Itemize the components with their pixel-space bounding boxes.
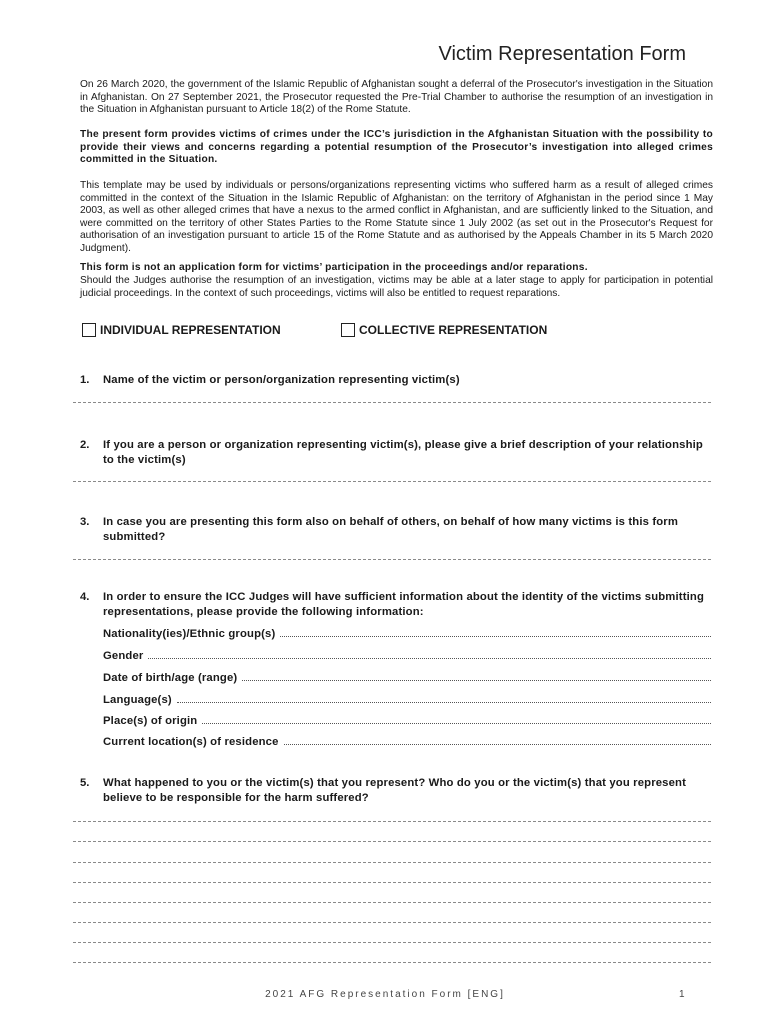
answer-line-q5[interactable]	[73, 962, 711, 963]
answer-line-q5[interactable]	[73, 821, 711, 822]
individual-checkbox[interactable]	[82, 323, 96, 337]
question-1	[80, 373, 713, 388]
question-text: In order to ensure the ICC Judges will have sufficient information about the identity of the victims submitting representations, please provide the following information:	[103, 591, 705, 618]
current-location-input[interactable]	[284, 744, 711, 745]
answer-line-q5[interactable]	[73, 922, 711, 923]
field-nationality	[103, 625, 711, 640]
answer-line-q5[interactable]	[73, 942, 711, 943]
field-label: Language(s)	[103, 694, 172, 706]
answer-line-q5[interactable]	[73, 841, 711, 842]
answer-line-q3[interactable]	[73, 559, 711, 560]
question-text: If you are a person or organization representing victim(s), please give a brief description of your relationship to the victim(s)	[103, 439, 703, 466]
place-of-origin-input[interactable]	[202, 723, 711, 724]
question-text: In case you are presenting this form also on behalf of others, on behalf of how many victims is this form submitted?	[103, 516, 679, 543]
question-number: 5.	[80, 777, 90, 789]
question-2	[80, 438, 713, 467]
languages-input[interactable]	[177, 702, 711, 703]
question-5	[80, 776, 713, 805]
answer-line-q5[interactable]	[73, 882, 711, 883]
question-3	[80, 515, 713, 544]
field-label: Date of birth/age (range)	[103, 672, 238, 684]
answer-line-q2[interactable]	[73, 481, 711, 482]
field-current-location	[103, 733, 711, 748]
question-text: Name of the victim or person/organization representing victim(s)	[103, 374, 460, 386]
answer-line-q5[interactable]	[73, 902, 711, 903]
field-label: Gender	[103, 650, 144, 662]
answer-line-q1[interactable]	[73, 402, 711, 403]
intro-paragraph-5: Should the Judges authorise the resumption of an investigation, victims may be able at a later stage to apply for participation in potential judicial proceedings. In the context of such proceedings, victims will also be entitled to request reparations.	[80, 275, 713, 299]
field-label: Nationality(ies)/Ethnic group(s)	[103, 628, 276, 640]
answer-line-q5[interactable]	[73, 862, 711, 863]
page-number: 1	[679, 989, 685, 1000]
individual-label: INDIVIDUAL REPRESENTATION	[100, 323, 281, 337]
gender-input[interactable]	[148, 658, 711, 659]
page-title: Victim Representation Form	[438, 43, 686, 65]
individual-representation-option[interactable]	[82, 323, 281, 337]
question-4	[80, 590, 713, 619]
field-label: Place(s) of origin	[103, 715, 198, 727]
intro-paragraph-3: This template may be used by individuals or persons/organizations representing victims who suffered harm as a result of alleged crimes committed in the context of the Situation in the Islamic Republic of Afghanistan: on the territory of Afghanistan in the period since 1 May 2003, as well as other alleged crimes that have a nexus to the armed conflict in Afghanistan, and are sufficiently linked to the Situation, and were committed on the territory of other States Parties to the Rome Statute since 1 July 2002 (as set out in the Prosecutor's Request for authorisation of an investigation pursuant to article 15 of the Rome Statute and as authorised by the Appeals Chamber in its 5 March 2020 Judgment).	[80, 180, 713, 254]
intro-paragraph-1: On 26 March 2020, the government of the Islamic Republic of Afghanistan sought a deferral of the Prosecutor's investigation in the Situation in Afghanistan. On 27 September 2021, the Prosecutor requested the Pre-Trial Chamber to authorise the resumption of an investigation in the Situation in Afghanistan pursuant to Article 18(2) of the Rome Statute.	[80, 79, 713, 116]
question-number: 2.	[80, 439, 90, 451]
page-footer: 2021 AFG Representation Form [ENG]	[265, 989, 505, 1000]
question-number: 4.	[80, 591, 90, 603]
question-text: What happened to you or the victim(s) that you represent? Who do you or the victim(s) that you represent believe to be responsible for the harm suffered?	[103, 777, 687, 804]
field-date-of-birth	[103, 669, 711, 684]
question-number: 3.	[80, 516, 90, 528]
field-gender	[103, 647, 711, 662]
intro-paragraph-4: This form is not an application form for victims’ participation in the proceedings and/or reparations.	[80, 262, 588, 273]
collective-representation-option[interactable]	[341, 323, 547, 337]
collective-checkbox[interactable]	[341, 323, 355, 337]
representation-type	[80, 323, 713, 343]
field-place-of-origin	[103, 712, 711, 727]
collective-label: COLLECTIVE REPRESENTATION	[359, 323, 548, 337]
field-label: Current location(s) of residence	[103, 736, 279, 748]
field-languages	[103, 691, 711, 706]
intro-paragraph-2: The present form provides victims of crimes under the ICC’s jurisdiction in the Afghanistan Situation with the possibility to provide their views and concerns regarding a potential resumption of the Prosecutor’s investigation into alleged crimes committed in the Situation.	[80, 129, 713, 166]
date-of-birth-input[interactable]	[242, 680, 711, 681]
nationality-input[interactable]	[280, 636, 711, 637]
question-number: 1.	[80, 374, 90, 386]
